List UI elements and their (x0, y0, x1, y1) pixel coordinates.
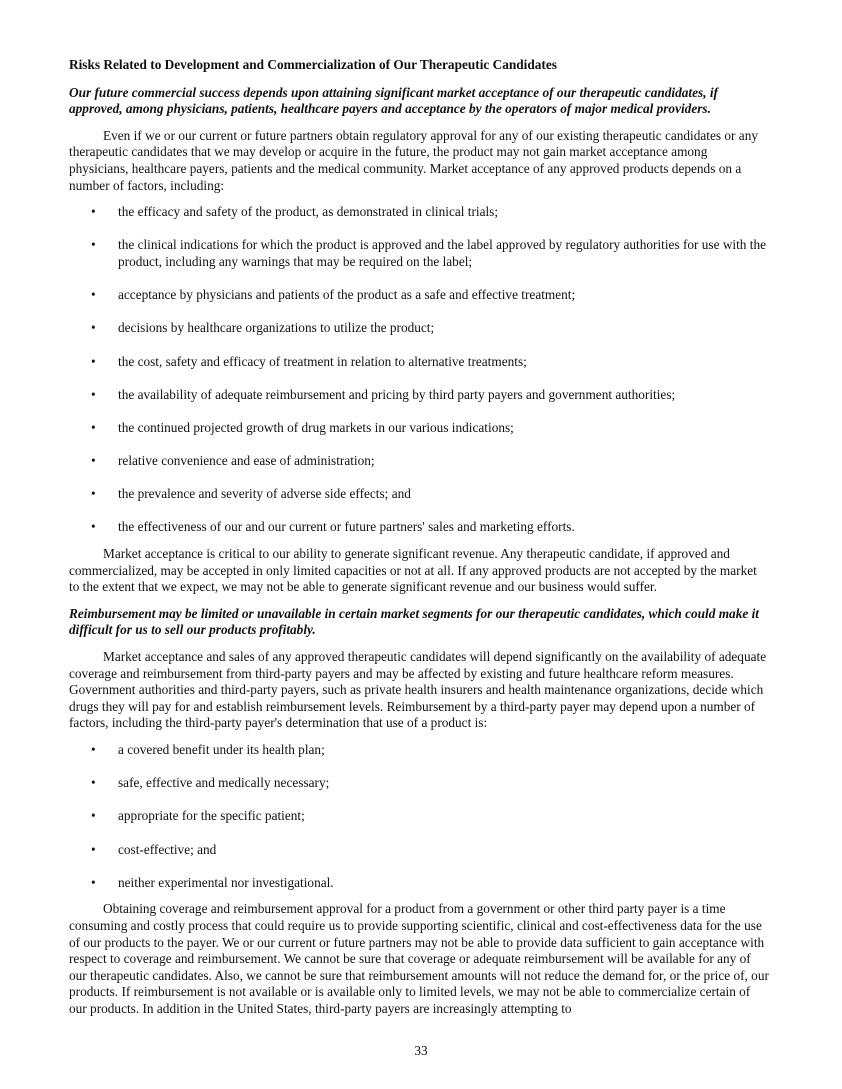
list-item (69, 287, 770, 304)
page-number: 33 (414, 1043, 428, 1058)
list-item-text: a covered benefit under its health plan; (118, 741, 325, 757)
bullet-icon: • (91, 874, 96, 890)
list-item (69, 387, 770, 404)
list-item-text: the effectiveness of our and our current or future partners' sales and marketing efforts. (118, 519, 575, 535)
list-item-text: the clinical indications for which the product is approved and the label approved by regulatory authorities for use with the product, including any warnings that may be required on the label; (118, 237, 767, 269)
list-item (69, 842, 770, 859)
bullet-icon: • (91, 519, 96, 535)
list-item (69, 486, 770, 503)
list-item-text: the efficacy and safety of the product, as demonstrated in clinical trials; (118, 204, 499, 220)
bullet-icon: • (91, 808, 96, 824)
list-item (69, 420, 770, 437)
list-item-text: safe, effective and medically necessary; (118, 775, 330, 791)
paragraph-reimbursement-intro: Market acceptance and sales of any approved therapeutic candidates will depend significantly on the availability of adequate coverage and reimbursement from third-party payers and may be affected by existing and future healthcare reform measures. Government authorities and third-party payers, such as private health insurers and health maintenance organizations, decide which drugs they will pay for and establish reimbursement levels. Reimbursement by a third-party payer may depend upon a number of factors, including the third-party payer's determination that use of a product is: (69, 649, 767, 731)
list-item-text: acceptance by physicians and patients of the product as a safe and effective treatment; (118, 287, 576, 303)
list-item-text: the cost, safety and efficacy of treatment in relation to alternative treatments; (118, 353, 527, 369)
list-item (69, 237, 770, 270)
list-item (69, 519, 770, 536)
list-item (69, 453, 770, 470)
list-item-text: relative convenience and ease of administration; (118, 453, 375, 469)
list-item-text: cost-effective; and (118, 841, 217, 857)
list-item (69, 204, 770, 221)
list-item-text: the prevalence and severity of adverse side effects; and (118, 486, 411, 502)
section-title: Risks Related to Development and Commercialization of Our Therapeutic Candidates (69, 57, 557, 72)
bullet-icon: • (91, 386, 96, 402)
list-item-text: appropriate for the specific patient; (118, 808, 305, 824)
list-item (69, 354, 770, 371)
paragraph-market-acceptance-closing: Market acceptance is critical to our ability to generate significant revenue. Any therapeutic candidate, if approved and commercialized, may be accepted in only limited capacities or not at all. If any approved products are not accepted by the market to the extent that we expect, we may not be able to generate significant revenue and our business would suffer. (69, 546, 757, 595)
bullet-list-reimbursement-factors (69, 742, 770, 891)
list-item (69, 875, 770, 892)
list-item (69, 775, 770, 792)
paragraph-market-acceptance-intro: Even if we or our current or future partners obtain regulatory approval for any of our existing therapeutic candidates or any therapeutic candidates that we may develop or acquire in the future, the product may not gain market acceptance among physicians, healthcare payers, patients and the medical community. Market acceptance of any approved products depends on a number of factors, including: (69, 127, 758, 193)
bullet-icon: • (91, 204, 96, 220)
bullet-icon: • (91, 841, 96, 857)
list-item (69, 808, 770, 825)
bullet-icon: • (91, 775, 96, 791)
list-item-text: neither experimental nor investigational. (118, 874, 334, 890)
list-item-text: decisions by healthcare organizations to utilize the product; (118, 320, 435, 336)
list-item-text: the availability of adequate reimbursement and pricing by third party payers and government authorities; (118, 386, 676, 402)
bullet-icon: • (91, 486, 96, 502)
bullet-list-market-acceptance-factors (69, 204, 770, 536)
bullet-icon: • (91, 353, 96, 369)
bullet-icon: • (91, 320, 96, 336)
list-item-text: the continued projected growth of drug markets in our various indications; (118, 419, 514, 435)
bullet-icon: • (91, 419, 96, 435)
risk-heading-reimbursement: Reimbursement may be limited or unavailable in certain market segments for our therapeutic candidates, which could make it difficult for us to sell our products profitably. (69, 605, 759, 638)
paragraph-reimbursement-closing: Obtaining coverage and reimbursement approval for a product from a government or other third party payer is a time consuming and costly process that could require us to provide supporting scientific, clinical and cost-effectiveness data for the use of our products to the payer. We or our current or future partners may not be able to provide data sufficient to gain acceptance with respect to coverage and reimbursement. We cannot be sure that coverage or adequate reimbursement will be available for any of our therapeutic candidates. Also, we cannot be sure that reimbursement amounts will not reduce the demand for, or the price of, our products. If reimbursement is not available or is available only to limited levels, we may not be able to commercialize certain of our products. In addition in the United States, third-party payers are increasingly attempting to (69, 901, 769, 1016)
list-item (69, 320, 770, 337)
list-item (69, 742, 770, 759)
risk-heading-market-acceptance: Our future commercial success depends upon attaining significant market acceptance of our therapeutic candidates, if approved, among physicians, patients, healthcare payers and acceptance by the operators of major medical providers. (69, 84, 718, 117)
bullet-icon: • (91, 741, 96, 757)
bullet-icon: • (91, 453, 96, 469)
bullet-icon: • (91, 237, 96, 253)
bullet-icon: • (91, 287, 96, 303)
